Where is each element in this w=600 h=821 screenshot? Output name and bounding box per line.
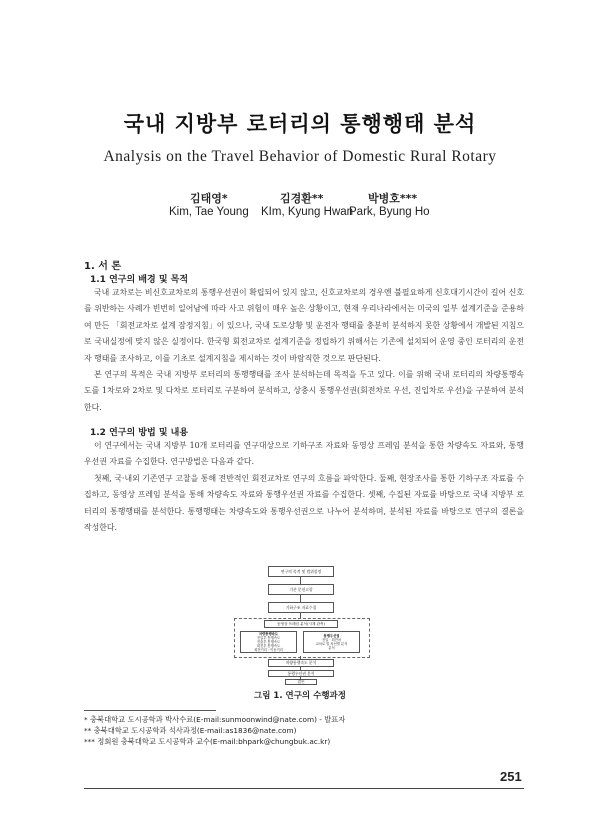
left-box-item: 회전거리 · 이동거리	[254, 648, 283, 652]
footnote-divider	[84, 710, 216, 711]
footnote-3: *** 정회원 충북대학교 도시공학과 교수(E-mail:bhpark@chungbuk.ac.kr)	[84, 737, 331, 746]
right-box-item: 진입 · 회전차	[321, 638, 342, 642]
author-1-ko: 김태영*	[190, 192, 228, 205]
section-1-2-text	[84, 438, 524, 536]
bottom-rule	[84, 788, 524, 789]
flow-step-6: 통행우선권 분석	[268, 670, 334, 677]
author-1-en: Kim, Tae Young	[169, 206, 249, 218]
page-number: 251	[500, 769, 522, 784]
author-3-en: Park, Byung Ho	[349, 206, 430, 218]
paragraph: 이 연구에서는 국내 지방부 10개 로터리를 연구대상으로 기하구조 자료와 동영상 프레임 분석을 통한 차량속도 자료와, 통행우선권 자료를 수집한다. 연구방법은 다음과 같다.	[84, 441, 524, 467]
paragraph: 첫째, 국·내외 기존연구 고찰을 통해 전반적인 회전교차로 연구의 흐름을 파악한다. 둘째, 현장조사를 통한 기하구조 자료를 수집하고, 동영상 프레임 분석을 통해 차량속도 자료와 통행우선권 자료를 수집한다. 셋째, 수집된 자료를 바탕으로 국내 지방부 로터리의 통행행태를 분석한다. 통행행태는 차량속도와 통행우선권으로 나누어 분석하며, 분석된 자료를 바탕으로 연구의 결론을 작성한다.	[84, 473, 524, 533]
section-1-1-text	[84, 285, 524, 416]
flow-step-7: 결론	[285, 679, 317, 685]
left-box-item: 진입부 통행속도	[256, 636, 281, 640]
flow-connector	[300, 577, 301, 584]
left-analysis-box	[240, 631, 297, 653]
author-2-en: KIm, Kyung Hwan	[261, 206, 354, 218]
flow-step-5: 차량통행속도 분석	[268, 659, 334, 667]
section-heading: 1. 서 론	[84, 261, 122, 272]
paragraph: 본 연구의 목적은 국내 지방부 로터리의 통행행태를 조사 분석하는데 목적을 두고 있다. 이를 위해 국내 로터리의 차량통행속도를 1차로와 2차로 및 다차로 로터리로 구분하여 분석하고, 상충시 통행우선권(회전차로 우선, 진입차로 우선)을 구분하여 분석한다.	[84, 370, 524, 412]
footnote-1: * 충북대학교 도시공학과 박사수료(E-mail:sunmoonwind@nate.com) - 발표자	[84, 715, 346, 724]
paragraph: 국내 교차로는 비신호교차로의 통행우선권이 확립되어 있지 않고, 신호교차로의 경우엔 불필요하게 신호대기시간이 길어 신호를 위반하는 사례가 빈번히 일어남에 따라 사고 위험이 매우 높은 상황이고, 현재 우리나라에서는 미국의 일부 설계기준을 준용하여 만든 「회전교차로 설계 잠정지침」이 있으나, 국내 도로상황 및 운전자 행태를 충분히 분석하지 못한 상황에서 개발된 지침으로 국내실정에 맞지 않은 실정이다. 한국형 회전교차로 설계기준을 정립하기 위해서는 기존에 설치되어 운영 중인 로터리의 운전자 행태를 조사하고, 이를 기초로 설계지침을 제시하는 것이 바람직한 것으로 판단된다.	[84, 288, 524, 363]
subsection-heading-1: 1.1 연구의 배경 및 목적	[90, 275, 189, 285]
left-box-title: 차량통행속도	[258, 632, 279, 636]
flow-connector	[300, 667, 301, 670]
paper-title: 국내 지방부 로터리의 통행행태 분석	[123, 112, 477, 136]
flow-step-3: 기하구조 자료수집	[268, 602, 334, 613]
flow-step-2: 기존 문헌고찰	[268, 584, 334, 595]
figure-caption: 그림 1. 연구의 수행과정	[254, 691, 346, 701]
left-box-item: 회전부 통행속도	[256, 644, 281, 648]
flow-connector	[300, 595, 301, 602]
analysis-group	[234, 618, 370, 658]
right-analysis-box	[303, 631, 360, 653]
flow-step-1: 연구의 목적 및 범위설정	[268, 566, 334, 577]
paper-subtitle: Analysis on the Travel Behavior of Domestic Rural Rotary	[103, 148, 497, 165]
author-2-ko: 김경환**	[280, 192, 324, 205]
left-box-item: 진출부 통행속도	[256, 640, 281, 644]
flow-connector	[300, 656, 301, 659]
footnote-2: ** 충북대학교 도시공학과 석사과정(E-mail:as1836@nate.com)	[84, 726, 297, 735]
right-box-title: 통행우선권	[323, 634, 340, 638]
author-3-ko: 박병호***	[368, 192, 418, 205]
subsection-heading-2: 1.2 연구의 방법 및 내용	[90, 428, 189, 438]
flow-step-4: 동영상 프레임 분석(시계 관측)	[264, 620, 338, 628]
right-box-item: 교차로 및 차선별 분석	[315, 642, 348, 646]
flow-connector	[300, 613, 301, 618]
right-box-item: 분석	[328, 646, 335, 650]
flow-connector	[300, 677, 301, 679]
